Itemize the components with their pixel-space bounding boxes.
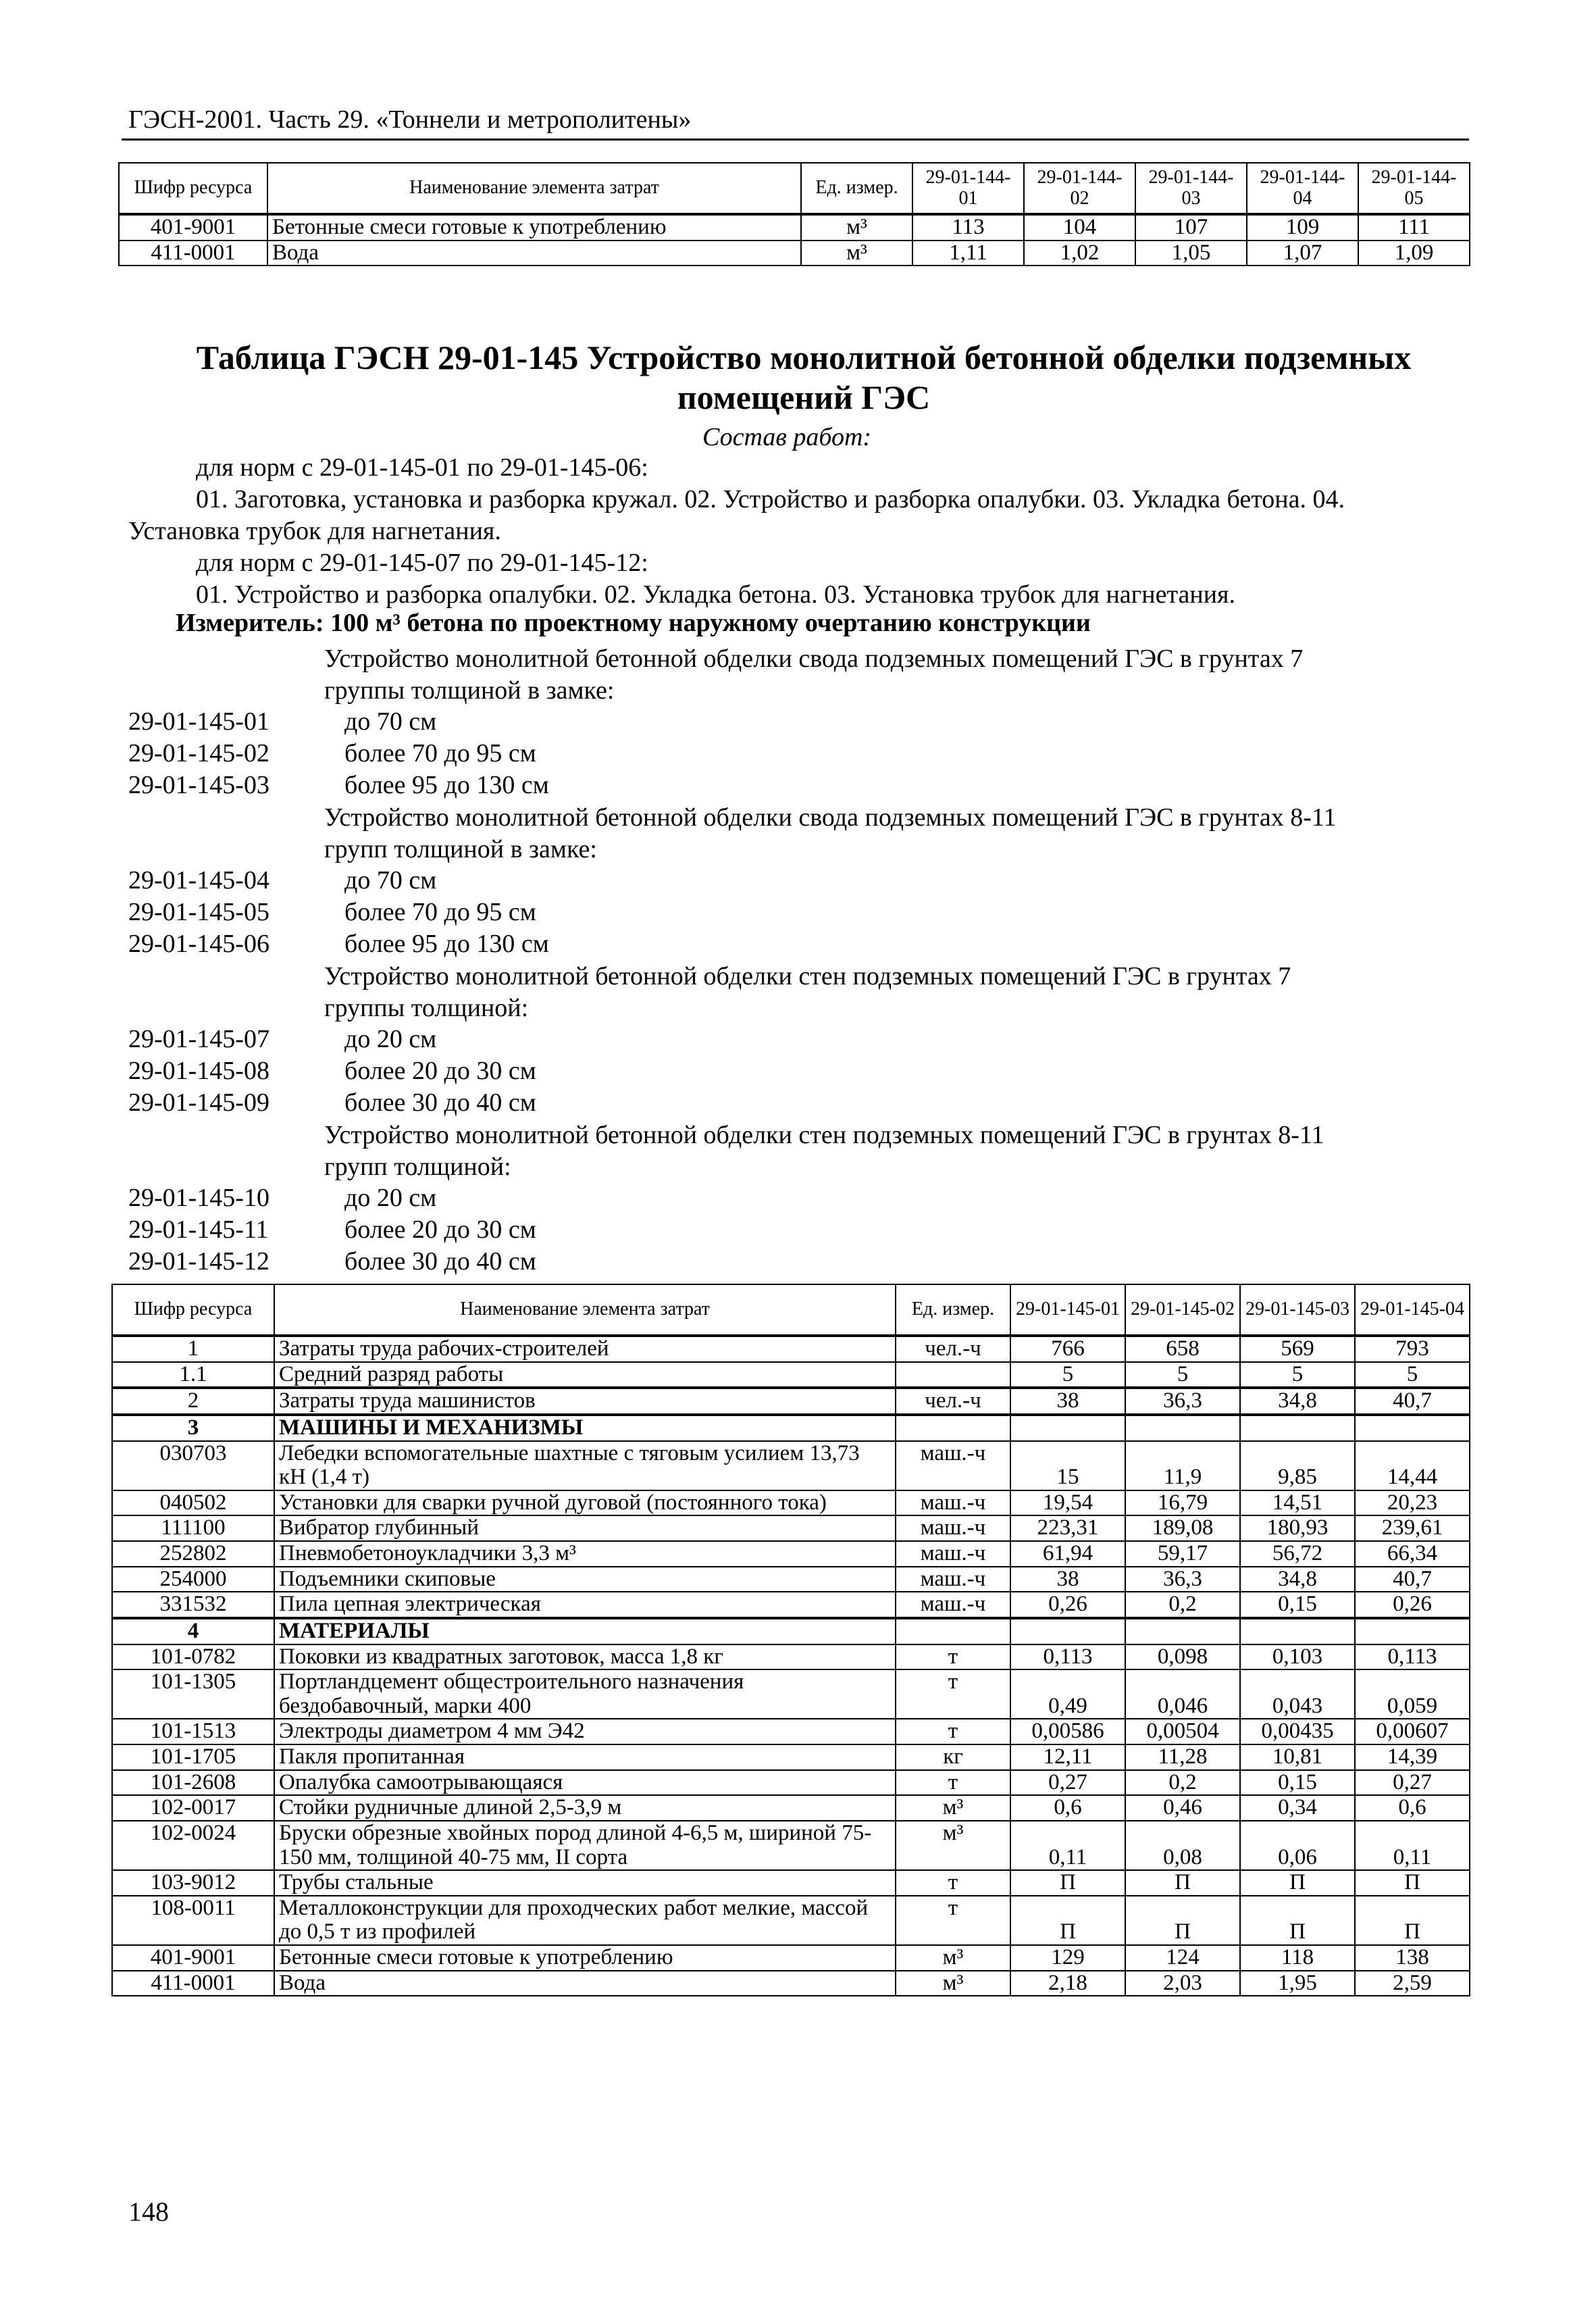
norm-value-cell: 56,72 — [1240, 1541, 1355, 1567]
cost-element-cell: Электроды диаметром 4 мм Э42 — [274, 1719, 896, 1744]
header-norm: 29-01-145-04 — [1355, 1284, 1470, 1336]
header-norm: 29-01-144-05 — [1358, 163, 1470, 214]
norm-value-cell: 0,26 — [1010, 1592, 1125, 1618]
norm-value-cell: 0,27 — [1355, 1770, 1470, 1796]
norm-value-cell — [1010, 1415, 1125, 1441]
resource-code-cell: 101-1705 — [112, 1744, 274, 1770]
unit-cell: м³ — [801, 214, 912, 241]
table-row — [112, 1971, 1470, 1996]
resource-code-cell: 108-0011 — [112, 1896, 274, 1945]
table-row — [112, 1870, 1470, 1896]
header-divider — [122, 139, 1469, 141]
norm-value-cell: 0,6 — [1010, 1795, 1125, 1821]
unit-cell: т — [896, 1644, 1010, 1670]
norm-value-cell: П — [1240, 1896, 1355, 1945]
resource-code-cell: 252802 — [112, 1541, 274, 1567]
norm-value-cell: 5 — [1010, 1362, 1125, 1388]
cost-element-cell: Средний разряд работы — [274, 1362, 896, 1388]
unit-cell: маш.-ч — [896, 1490, 1010, 1516]
table-row — [112, 1821, 1470, 1870]
unit-cell: т — [896, 1896, 1010, 1945]
unit-cell: т — [896, 1669, 1010, 1719]
norm-value-cell: 36,3 — [1125, 1388, 1240, 1415]
norm-value-cell: 59,17 — [1125, 1541, 1240, 1567]
norm-value-cell: 0,00586 — [1010, 1719, 1125, 1744]
norm-group-title-line: Устройство монолитной бетонной обделки стен подземных помещений ГЭС в грунтах 7 — [324, 962, 1291, 990]
cost-element-cell: Бруски обрезные хвойных пород длиной 4-6,5 м, шириной 75-150 мм, толщиной 40-75 мм, II сорта — [274, 1821, 896, 1870]
norm-description: более 70 до 95 см — [344, 898, 536, 926]
norm-value-cell — [1355, 1415, 1470, 1441]
norm-group-title — [324, 802, 1486, 865]
norm-value-cell: 0,46 — [1125, 1795, 1240, 1821]
unit-cell: чел.-ч — [896, 1388, 1010, 1415]
table-title — [128, 338, 1479, 418]
cost-element-cell: Опалубка самоотрывающаяся — [274, 1770, 896, 1796]
table-row — [112, 1515, 1470, 1541]
table-row — [112, 1362, 1470, 1388]
norm-code: 29-01-145-02 — [128, 739, 269, 768]
unit-cell: чел.-ч — [896, 1336, 1010, 1362]
norm-group-title — [324, 643, 1486, 707]
norm-description: более 95 до 130 см — [344, 930, 549, 958]
norm-value-cell: 9,85 — [1240, 1441, 1355, 1490]
cost-element-cell: Бетонные смеси готовые к употреблению — [267, 214, 801, 241]
norm-description: более 70 до 95 см — [344, 739, 536, 768]
header-cost-element: Наименование элемента затрат — [267, 163, 801, 214]
table-row — [119, 214, 1470, 241]
norm-value-cell: 111 — [1358, 214, 1470, 241]
resource-code-cell: 3 — [112, 1415, 274, 1441]
norm-value-cell: П — [1010, 1896, 1125, 1945]
cost-element-cell: Затраты труда рабочих-строителей — [274, 1336, 896, 1362]
resource-code-cell: 101-1305 — [112, 1669, 274, 1719]
unit-cell — [896, 1362, 1010, 1388]
norm-value-cell: 2,03 — [1125, 1971, 1240, 1996]
norm-value-cell: 5 — [1125, 1362, 1240, 1388]
norm-value-cell: П — [1125, 1870, 1240, 1896]
norm-value-cell: 0,043 — [1240, 1669, 1355, 1719]
top-table-header-row — [119, 163, 1470, 214]
norm-value-cell — [1240, 1618, 1355, 1644]
norm-code: 29-01-145-08 — [128, 1057, 269, 1085]
norm-code: 29-01-145-04 — [128, 866, 269, 895]
norm-value-cell: 1,07 — [1247, 241, 1358, 266]
table-row — [112, 1795, 1470, 1821]
norm-value-cell: 189,08 — [1125, 1515, 1240, 1541]
norm-value-cell: 38 — [1010, 1388, 1125, 1415]
norm-value-cell: 0,2 — [1125, 1770, 1240, 1796]
resource-code-cell: 101-0782 — [112, 1644, 274, 1670]
header-norm: 29-01-144-03 — [1135, 163, 1247, 214]
norm-value-cell: 40,7 — [1355, 1388, 1470, 1415]
table-row — [119, 241, 1470, 266]
norm-value-cell: 66,34 — [1355, 1541, 1470, 1567]
norm-value-cell: П — [1355, 1870, 1470, 1896]
composition-line: для норм с 29-01-145-01 по 29-01-145-06: — [196, 453, 648, 482]
header-cost-element: Наименование элемента затрат — [274, 1284, 896, 1336]
table-row — [112, 1618, 1470, 1644]
resource-code-cell: 411-0001 — [112, 1971, 274, 1996]
cost-element-cell: Бетонные смеси готовые к употреблению — [274, 1945, 896, 1971]
norm-value-cell: 1,09 — [1358, 241, 1470, 266]
norm-value-cell: 16,79 — [1125, 1490, 1240, 1516]
norm-value-cell — [1010, 1618, 1125, 1644]
norm-value-cell: 0,103 — [1240, 1644, 1355, 1670]
composition-line: 01. Устройство и разборка опалубки. 02. Укладка бетона. 03. Установка трубок для нагнетания. — [196, 580, 1236, 609]
norm-value-cell: 124 — [1125, 1945, 1240, 1971]
norm-value-cell: 12,11 — [1010, 1744, 1125, 1770]
norm-description: более 30 до 40 см — [344, 1088, 536, 1117]
norm-value-cell: 0,113 — [1010, 1644, 1125, 1670]
resource-code-cell: 102-0017 — [112, 1795, 274, 1821]
unit-cell: маш.-ч — [896, 1541, 1010, 1567]
table-row — [112, 1719, 1470, 1744]
norm-value-cell: 11,9 — [1125, 1441, 1240, 1490]
cost-element-cell: Поковки из квадратных заготовок, масса 1,8 кг — [274, 1644, 896, 1670]
norm-value-cell: 569 — [1240, 1336, 1355, 1362]
norm-value-cell: 0,34 — [1240, 1795, 1355, 1821]
main-table-body — [112, 1336, 1470, 1996]
table-row — [112, 1541, 1470, 1567]
resource-code-cell: 411-0001 — [119, 241, 267, 266]
top-table-body — [119, 214, 1470, 266]
norm-value-cell — [1125, 1415, 1240, 1441]
norm-value-cell: 19,54 — [1010, 1490, 1125, 1516]
cost-element-cell: Вода — [267, 241, 801, 266]
resource-code-cell: 1 — [112, 1336, 274, 1362]
resource-code-cell: 111100 — [112, 1515, 274, 1541]
unit-cell: м³ — [896, 1971, 1010, 1996]
norm-value-cell: 113 — [912, 214, 1024, 241]
unit-cell: м³ — [896, 1821, 1010, 1870]
unit-cell: маш.-ч — [896, 1592, 1010, 1618]
norm-value-cell: П — [1125, 1896, 1240, 1945]
norm-value-cell: 1,02 — [1024, 241, 1135, 266]
resource-code-cell: 101-2608 — [112, 1770, 274, 1796]
unit-cell: маш.-ч — [896, 1441, 1010, 1490]
norm-value-cell: 0,098 — [1125, 1644, 1240, 1670]
top-resource-table — [118, 162, 1470, 266]
norm-value-cell: 34,8 — [1240, 1567, 1355, 1592]
norm-group-title-line: Устройство монолитной бетонной обделки свода подземных помещений ГЭС в грунтах 7 — [324, 645, 1304, 673]
norm-value-cell: 38 — [1010, 1567, 1125, 1592]
norm-value-cell: 0,2 — [1125, 1592, 1240, 1618]
norm-value-cell: 118 — [1240, 1945, 1355, 1971]
norm-value-cell: 0,06 — [1240, 1821, 1355, 1870]
norm-group-title-line: Устройство монолитной бетонной обделки стен подземных помещений ГЭС в грунтах 8-11 — [324, 1121, 1324, 1149]
cost-element-cell: Затраты труда машинистов — [274, 1388, 896, 1415]
running-header: ГЭСН-2001. Часть 29. «Тоннели и метрополитены» — [128, 105, 692, 134]
norm-value-cell: 1,11 — [912, 241, 1024, 266]
unit-cell: м³ — [896, 1945, 1010, 1971]
cost-element-cell: МАШИНЫ И МЕХАНИЗМЫ — [274, 1415, 896, 1441]
table-title-line: Таблица ГЭСН 29-01-145 Устройство монолитной бетонной обделки подземных — [196, 338, 1412, 376]
norm-group-title — [324, 1120, 1486, 1183]
norm-value-cell: 0,00435 — [1240, 1719, 1355, 1744]
cost-element-cell: Трубы стальные — [274, 1870, 896, 1896]
norm-value-cell: 129 — [1010, 1945, 1125, 1971]
unit-cell: маш.-ч — [896, 1515, 1010, 1541]
norm-value-cell: 11,28 — [1125, 1744, 1240, 1770]
table-row — [112, 1592, 1470, 1618]
norm-code: 29-01-145-05 — [128, 898, 269, 926]
resource-code-cell: 4 — [112, 1618, 274, 1644]
norm-value-cell: 223,31 — [1010, 1515, 1125, 1541]
resource-code-cell: 2 — [112, 1388, 274, 1415]
norm-code: 29-01-145-10 — [128, 1184, 269, 1212]
norm-value-cell: 658 — [1125, 1336, 1240, 1362]
norm-code: 29-01-145-09 — [128, 1088, 269, 1117]
cost-element-cell: Вода — [274, 1971, 896, 1996]
norm-value-cell: 34,8 — [1240, 1388, 1355, 1415]
norm-value-cell: 10,81 — [1240, 1744, 1355, 1770]
norm-value-cell: 0,113 — [1355, 1644, 1470, 1670]
norm-code: 29-01-145-03 — [128, 771, 269, 799]
norm-value-cell: 0,046 — [1125, 1669, 1240, 1719]
resource-code-cell: 103-9012 — [112, 1870, 274, 1896]
norm-code: 29-01-145-06 — [128, 930, 269, 958]
norm-value-cell: 14,39 — [1355, 1744, 1470, 1770]
cost-element-cell: Вибратор глубинный — [274, 1515, 896, 1541]
norm-value-cell: 793 — [1355, 1336, 1470, 1362]
norm-value-cell: 14,44 — [1355, 1441, 1470, 1490]
norm-value-cell: 0,059 — [1355, 1669, 1470, 1719]
resource-code-cell: 101-1513 — [112, 1719, 274, 1744]
table-row — [112, 1770, 1470, 1796]
cost-element-cell: Пакля пропитанная — [274, 1744, 896, 1770]
norm-value-cell: 20,23 — [1355, 1490, 1470, 1516]
header-unit: Ед. измер. — [801, 163, 912, 214]
norm-value-cell: 2,18 — [1010, 1971, 1125, 1996]
norm-value-cell: 2,59 — [1355, 1971, 1470, 1996]
norm-description: до 20 см — [344, 1184, 437, 1212]
composition-line: для норм с 29-01-145-07 по 29-01-145-12: — [196, 549, 648, 577]
cost-element-cell: Пневмобетоноукладчики 3,3 м³ — [274, 1541, 896, 1567]
norm-value-cell: 1,05 — [1135, 241, 1247, 266]
header-norm: 29-01-144-02 — [1024, 163, 1135, 214]
norm-value-cell: 0,6 — [1355, 1795, 1470, 1821]
norm-code: 29-01-145-12 — [128, 1247, 269, 1276]
header-resource-code: Шифр ресурса — [119, 163, 267, 214]
cost-element-cell: Лебедки вспомогательные шахтные с тяговым усилием 13,73 кН (1,4 т) — [274, 1441, 896, 1490]
header-norm: 29-01-145-01 — [1010, 1284, 1125, 1336]
header-norm: 29-01-145-03 — [1240, 1284, 1355, 1336]
table-row — [112, 1669, 1470, 1719]
norm-value-cell: 0,11 — [1355, 1821, 1470, 1870]
norm-value-cell: 1,95 — [1240, 1971, 1355, 1996]
page-number: 148 — [128, 2196, 169, 2227]
table-row — [112, 1388, 1470, 1415]
norm-value-cell: П — [1240, 1870, 1355, 1896]
norm-value-cell: 0,15 — [1240, 1592, 1355, 1618]
table-row — [112, 1744, 1470, 1770]
norm-description: более 20 до 30 см — [344, 1057, 536, 1085]
cost-element-cell: Пила цепная электрическая — [274, 1592, 896, 1618]
resource-code-cell: 030703 — [112, 1441, 274, 1490]
norm-value-cell: П — [1355, 1896, 1470, 1945]
norm-value-cell: П — [1010, 1870, 1125, 1896]
norm-group-title-line: Устройство монолитной бетонной обделки свода подземных помещений ГЭС в грунтах 8-11 — [324, 803, 1337, 832]
resource-code-cell: 102-0024 — [112, 1821, 274, 1870]
resource-code-cell: 401-9001 — [112, 1945, 274, 1971]
table-row — [112, 1567, 1470, 1592]
table-row — [112, 1415, 1470, 1441]
norm-value-cell: 5 — [1355, 1362, 1470, 1388]
table-row — [112, 1336, 1470, 1362]
header-unit: Ед. измер. — [896, 1284, 1010, 1336]
norm-value-cell: 766 — [1010, 1336, 1125, 1362]
norm-value-cell — [1240, 1415, 1355, 1441]
composition-heading: Состав работ: — [702, 423, 872, 451]
cost-element-cell: Металлоконструкции для проходческих работ мелкие, массой до 0,5 т из профилей — [274, 1896, 896, 1945]
main-resource-table — [111, 1284, 1470, 1996]
cost-element-cell: Подъемники скиповые — [274, 1567, 896, 1592]
norm-value-cell: 104 — [1024, 214, 1135, 241]
composition-line: 01. Заготовка, установка и разборка кружал. 02. Устройство и разборка опалубки. 03. Укладка бетона. 04. — [196, 485, 1345, 513]
header-resource-code: Шифр ресурса — [112, 1284, 274, 1336]
norm-description: до 70 см — [344, 707, 437, 736]
norm-value-cell: 15 — [1010, 1441, 1125, 1490]
resource-code-cell: 401-9001 — [119, 214, 267, 241]
norm-value-cell: 0,26 — [1355, 1592, 1470, 1618]
main-table-header-row — [112, 1284, 1470, 1336]
table-row — [112, 1441, 1470, 1490]
norm-value-cell: 5 — [1240, 1362, 1355, 1388]
norm-group-title — [324, 961, 1486, 1024]
table-row — [112, 1945, 1470, 1971]
table-row — [112, 1896, 1470, 1945]
resource-code-cell: 040502 — [112, 1490, 274, 1516]
header-norm: 29-01-144-01 — [912, 163, 1024, 214]
table-title-line: помещений ГЭС — [677, 378, 931, 416]
unit-cell: т — [896, 1870, 1010, 1896]
norm-group-title-line: групп толщиной: — [324, 1153, 511, 1181]
norm-value-cell: 36,3 — [1125, 1567, 1240, 1592]
norm-code: 29-01-145-07 — [128, 1025, 269, 1053]
norm-group-title-line: групп толщиной в замке: — [324, 835, 597, 863]
norm-description: более 20 до 30 см — [344, 1215, 536, 1244]
norm-value-cell: 61,94 — [1010, 1541, 1125, 1567]
norm-value-cell: 40,7 — [1355, 1567, 1470, 1592]
header-norm: 29-01-145-02 — [1125, 1284, 1240, 1336]
norm-value-cell: 0,49 — [1010, 1669, 1125, 1719]
unit-cell: маш.-ч — [896, 1567, 1010, 1592]
norm-value-cell: 239,61 — [1355, 1515, 1470, 1541]
resource-code-cell: 331532 — [112, 1592, 274, 1618]
norm-description: более 30 до 40 см — [344, 1247, 536, 1276]
norm-value-cell: 180,93 — [1240, 1515, 1355, 1541]
norm-value-cell: 14,51 — [1240, 1490, 1355, 1516]
unit-cell: м³ — [896, 1795, 1010, 1821]
norm-value-cell: 109 — [1247, 214, 1358, 241]
norm-description: более 95 до 130 см — [344, 771, 549, 799]
norm-value-cell: 0,27 — [1010, 1770, 1125, 1796]
norm-value-cell: 0,11 — [1010, 1821, 1125, 1870]
norm-value-cell — [1355, 1618, 1470, 1644]
cost-element-cell: МАТЕРИАЛЫ — [274, 1618, 896, 1644]
unit-cell — [896, 1415, 1010, 1441]
norm-code: 29-01-145-11 — [128, 1215, 269, 1244]
header-norm: 29-01-144-04 — [1247, 163, 1358, 214]
norm-group-title-line: группы толщиной: — [324, 994, 529, 1022]
resource-code-cell: 1.1 — [112, 1362, 274, 1388]
unit-cell: т — [896, 1719, 1010, 1744]
unit-cell — [896, 1618, 1010, 1644]
norm-code: 29-01-145-01 — [128, 707, 269, 736]
norm-value-cell: 0,00607 — [1355, 1719, 1470, 1744]
norm-group-title-line: группы толщиной в замке: — [324, 676, 615, 705]
cost-element-cell: Портландцемент общестроительного назначения бездобавочный, марки 400 — [274, 1669, 896, 1719]
norm-value-cell: 0,00504 — [1125, 1719, 1240, 1744]
norm-description: до 70 см — [344, 866, 437, 895]
unit-cell: кг — [896, 1744, 1010, 1770]
cost-element-cell: Стойки рудничные длиной 2,5-3,9 м — [274, 1795, 896, 1821]
norm-value-cell: 107 — [1135, 214, 1247, 241]
cost-element-cell: Установки для сварки ручной дуговой (постоянного тока) — [274, 1490, 896, 1516]
norm-description: до 20 см — [344, 1025, 437, 1053]
norm-value-cell: 138 — [1355, 1945, 1470, 1971]
unit-cell: т — [896, 1770, 1010, 1796]
norm-value-cell — [1125, 1618, 1240, 1644]
norm-value-cell: 0,15 — [1240, 1770, 1355, 1796]
norm-value-cell: 0,08 — [1125, 1821, 1240, 1870]
unit-cell: м³ — [801, 241, 912, 266]
table-row — [112, 1644, 1470, 1670]
resource-code-cell: 254000 — [112, 1567, 274, 1592]
table-row — [112, 1490, 1470, 1516]
measure-unit: Измеритель: 100 м³ бетона по проектному наружному очертанию конструкции — [176, 609, 1091, 637]
composition-line: Установка трубок для нагнетания. — [128, 517, 501, 545]
